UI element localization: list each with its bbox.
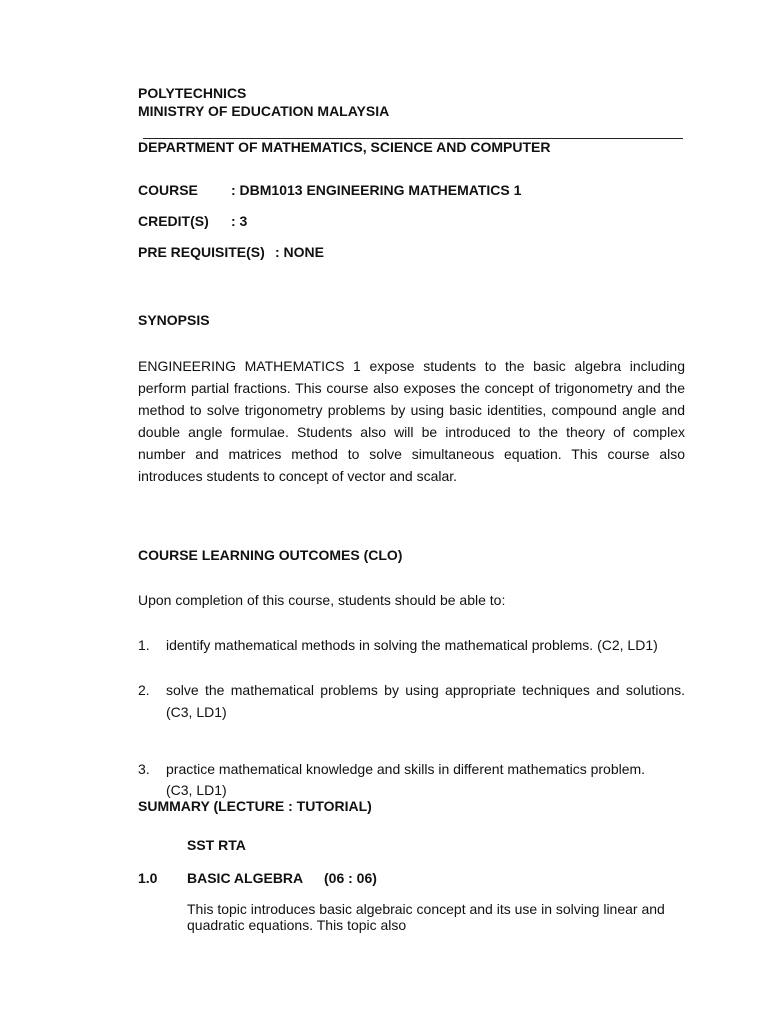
credits-value: : 3 bbox=[231, 213, 248, 229]
clo-item-text: solve the mathematical problems by using appropriate techniques and solutions. bbox=[166, 682, 685, 698]
org-line-ministry: MINISTRY OF EDUCATION MALAYSIA bbox=[138, 103, 390, 119]
credits-label: CREDIT(S) bbox=[138, 213, 209, 229]
clo-heading: COURSE LEARNING OUTCOMES (CLO) bbox=[138, 547, 403, 563]
org-line-polytechnics: POLYTECHNICS bbox=[138, 85, 247, 101]
prereq-value: : NONE bbox=[275, 244, 324, 260]
department-title: DEPARTMENT OF MATHEMATICS, SCIENCE AND COMPUTER bbox=[138, 139, 551, 155]
clo-item-code: (C3, LD1) bbox=[166, 782, 227, 798]
clo-item-number: 1. bbox=[138, 637, 150, 653]
clo-item-number: 2. bbox=[138, 682, 150, 698]
summary-heading: SUMMARY (LECTURE : TUTORIAL) bbox=[138, 798, 372, 814]
clo-item-text: practice mathematical knowledge and skills in different mathematics problem. bbox=[166, 761, 646, 777]
clo-item-code: (C3, LD1) bbox=[166, 704, 227, 720]
course-value: : DBM1013 ENGINEERING MATHEMATICS 1 bbox=[231, 182, 522, 198]
synopsis-heading: SYNOPSIS bbox=[138, 312, 210, 328]
clo-item-number: 3. bbox=[138, 761, 150, 777]
synopsis-text: ENGINEERING MATHEMATICS 1 expose students to the basic algebra including perform partial fractions. This course also exposes the concept of trigonometry and the method to solve trigonometry problems by using basic identities, compound angle and double angle formulae. Students also will be introduced to the theory of complex number and matrices method to solve simultaneous equation. This course also introduces students to concept of vector and scalar. bbox=[138, 358, 685, 484]
prereq-label: PRE REQUISITE(S) bbox=[138, 244, 265, 260]
topic-hours: (06 : 06) bbox=[324, 870, 377, 886]
topic-title: BASIC ALGEBRA bbox=[187, 870, 304, 886]
clo-item-text: identify mathematical methods in solving the mathematical problems. (C2, LD1) bbox=[166, 637, 658, 653]
clo-intro: Upon completion of this course, students should be able to: bbox=[138, 592, 506, 608]
summary-columns: SST RTA bbox=[187, 837, 246, 853]
course-label: COURSE bbox=[138, 182, 198, 198]
topic-description: This topic introduces basic algebraic concept and its use in solving linear and quadratic equations. This topic also bbox=[187, 901, 665, 933]
topic-number: 1.0 bbox=[138, 870, 158, 886]
